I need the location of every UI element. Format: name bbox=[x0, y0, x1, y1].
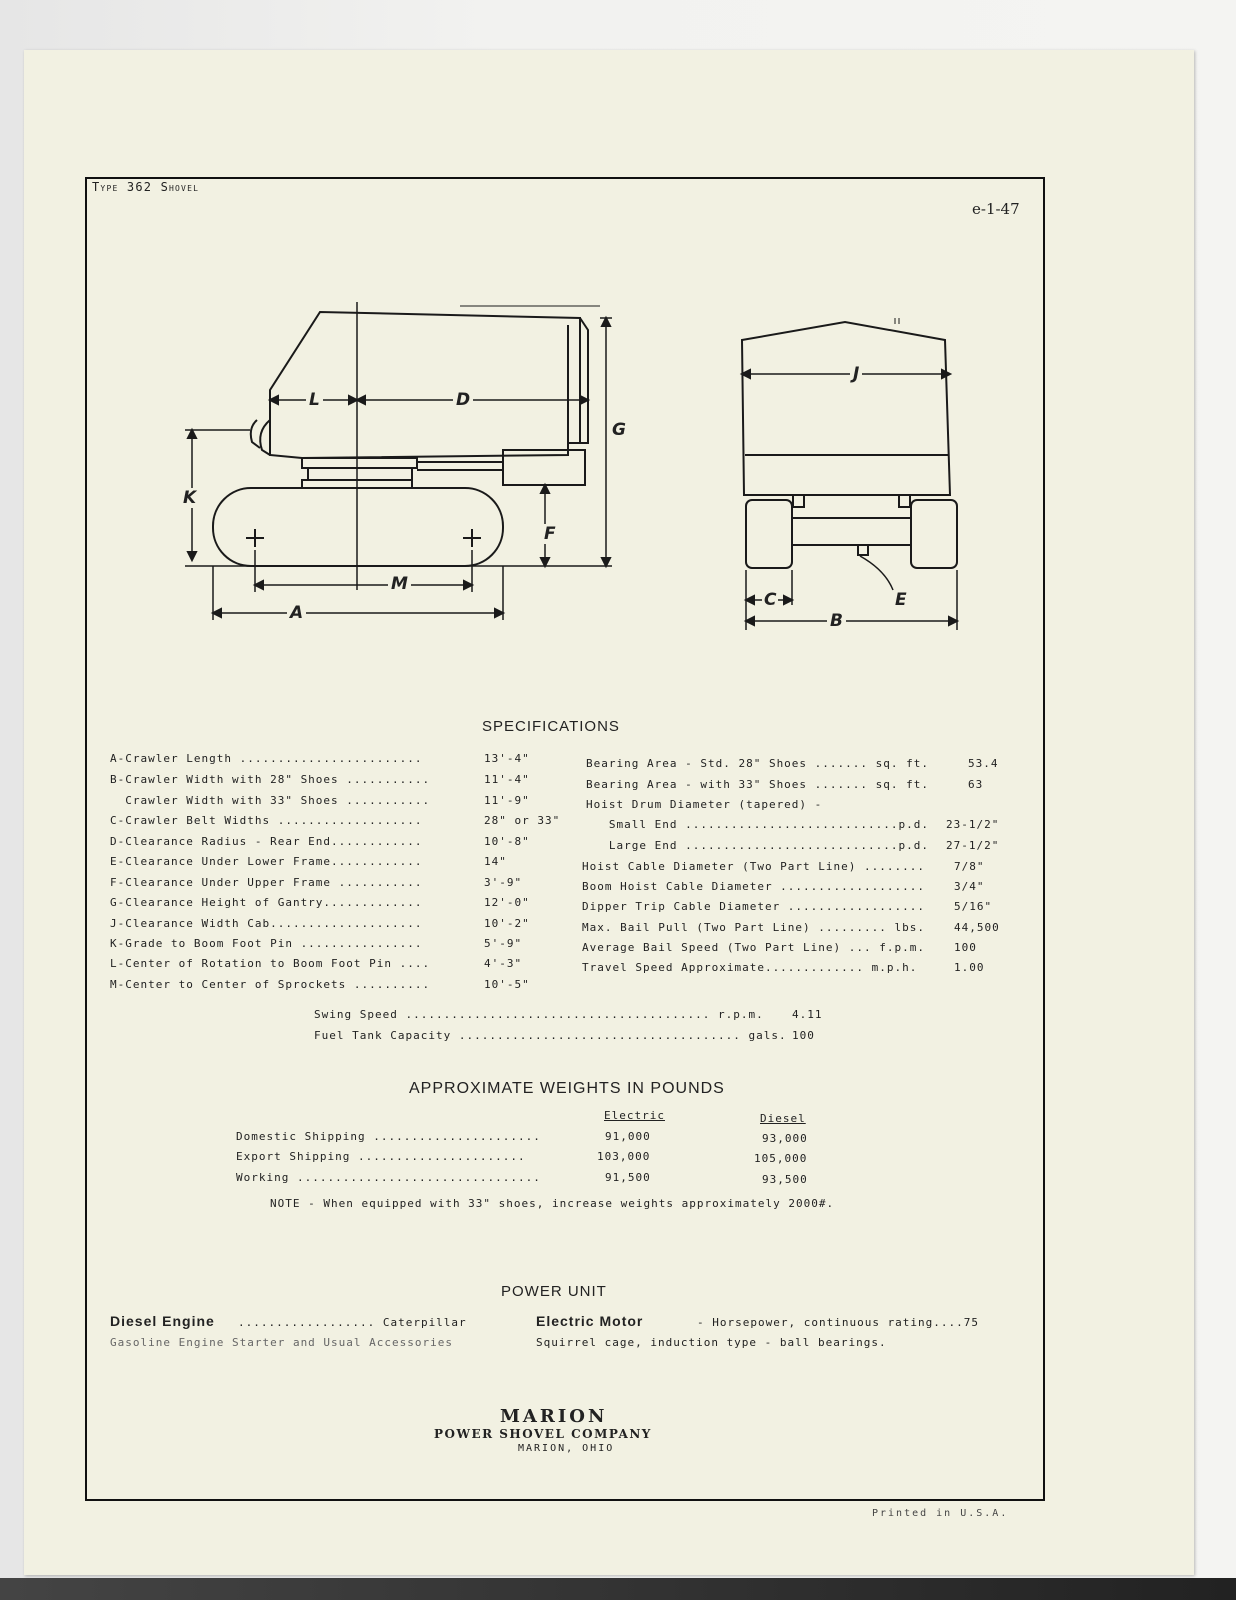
spec-row: Bearing Area - with 33" Shoes ....... sq. ft. bbox=[586, 778, 930, 791]
weight-diesel: 105,000 bbox=[754, 1152, 808, 1165]
swing-speed-value: 4.11 bbox=[792, 1008, 823, 1021]
company-subtitle: POWER SHOVEL COMPANY bbox=[434, 1427, 652, 1441]
weight-diesel: 93,000 bbox=[762, 1132, 808, 1145]
company-name: MARION bbox=[500, 1406, 608, 1427]
spec-value: 5/16" bbox=[954, 900, 993, 913]
spec-value: 100 bbox=[954, 941, 977, 954]
specifications-title: SPECIFICATIONS bbox=[482, 718, 620, 735]
spec-value: 44,500 bbox=[954, 921, 1000, 934]
dim-label-l: L bbox=[306, 390, 323, 410]
dim-label-f: F bbox=[544, 524, 556, 544]
spec-value: 1.00 bbox=[954, 961, 985, 974]
spec-row: Large End ............................p.d. bbox=[586, 839, 930, 852]
spec-row: B-Crawler Width with 28" Shoes ........... bbox=[110, 773, 431, 786]
spec-value: 3/4" bbox=[954, 880, 985, 893]
spec-value: 63 bbox=[968, 778, 984, 791]
spec-row: Boom Hoist Cable Diameter ................... bbox=[582, 880, 926, 893]
table-row: Working ................................ bbox=[236, 1171, 541, 1184]
dim-label-b: B bbox=[827, 611, 846, 631]
spec-row: F-Clearance Under Upper Frame ........... bbox=[110, 876, 423, 889]
turntable bbox=[302, 458, 417, 468]
spec-row: C-Crawler Belt Widths ................... bbox=[110, 814, 423, 827]
type-label: Type 362 Shovel bbox=[92, 180, 200, 194]
dim-label-m: M bbox=[388, 574, 411, 594]
col-diesel: Diesel bbox=[760, 1112, 806, 1125]
spec-row: L-Center of Rotation to Boom Foot Pin .... bbox=[110, 957, 431, 970]
weights-note: NOTE - When equipped with 33" shoes, increase weights approximately 2000#. bbox=[270, 1197, 835, 1210]
weight-electric: 103,000 bbox=[597, 1150, 651, 1163]
table-row: Domestic Shipping ...................... bbox=[236, 1130, 541, 1143]
track-right bbox=[911, 500, 957, 568]
fuel-tank-value: 100 bbox=[792, 1029, 815, 1042]
spec-row: Hoist Cable Diameter (Two Part Line) ........ bbox=[582, 860, 926, 873]
spec-value: 10'-2" bbox=[484, 917, 530, 930]
upper-frame-side bbox=[270, 312, 580, 458]
spec-row: K-Grade to Boom Foot Pin ................ bbox=[110, 937, 423, 950]
spec-value: 11'-9" bbox=[484, 794, 530, 807]
spec-row: Average Bail Speed (Two Part Line) ... f.p.m. bbox=[582, 941, 926, 954]
weight-diesel: 93,500 bbox=[762, 1173, 808, 1186]
weight-electric: 91,000 bbox=[605, 1130, 651, 1143]
weight-electric: 91,500 bbox=[605, 1171, 651, 1184]
spec-value: 10'-8" bbox=[484, 835, 530, 848]
spec-value: 11'-4" bbox=[484, 773, 530, 786]
dim-label-d: D bbox=[453, 390, 473, 410]
spec-row: Bearing Area - Std. 28" Shoes ....... sq. ft. bbox=[586, 757, 930, 770]
spec-row: Hoist Drum Diameter (tapered) - bbox=[586, 798, 823, 811]
spec-value: 23-1/2" bbox=[946, 818, 1000, 831]
spec-value: 7/8" bbox=[954, 860, 985, 873]
spec-value: 10'-5" bbox=[484, 978, 530, 991]
date-code: e-1-47 bbox=[972, 200, 1020, 218]
dim-label-e: E bbox=[895, 590, 907, 610]
spec-row: Small End ............................p.d. bbox=[586, 818, 930, 831]
diesel-engine-make: .................. Caterpillar bbox=[238, 1316, 467, 1329]
spec-row: G-Clearance Height of Gantry............. bbox=[110, 896, 423, 909]
spec-value: 3'-9" bbox=[484, 876, 523, 889]
spec-row: Max. Bail Pull (Two Part Line) ......... lbs. bbox=[582, 921, 926, 934]
spec-value: 53.4 bbox=[968, 757, 999, 770]
printed-in: Printed in U.S.A. bbox=[872, 1508, 1009, 1519]
track-left bbox=[746, 500, 792, 568]
electric-motor-type: Squirrel cage, induction type - ball bearings. bbox=[536, 1336, 887, 1349]
col-electric: Electric bbox=[604, 1109, 665, 1122]
spec-row: J-Clearance Width Cab.................... bbox=[110, 917, 423, 930]
power-unit-title: POWER UNIT bbox=[501, 1283, 607, 1300]
spec-row: M-Center to Center of Sprockets .......... bbox=[110, 978, 431, 991]
spec-row: Crawler Width with 33" Shoes ........... bbox=[110, 794, 431, 807]
diesel-engine-label: Diesel Engine bbox=[110, 1313, 215, 1329]
spec-value: 27-1/2" bbox=[946, 839, 1000, 852]
diesel-engine-accessories: Gasoline Engine Starter and Usual Accessories bbox=[110, 1336, 454, 1349]
dim-label-a: A bbox=[287, 603, 306, 623]
electric-motor-rating: - Horsepower, continuous rating....75 bbox=[697, 1316, 980, 1329]
dim-label-g: G bbox=[612, 420, 626, 440]
spec-value: 13'-4" bbox=[484, 752, 530, 765]
spec-row: A-Crawler Length ........................ bbox=[110, 752, 423, 765]
dim-label-c: C bbox=[764, 590, 777, 610]
electric-motor-label: Electric Motor bbox=[536, 1313, 644, 1329]
table-row: Export Shipping ...................... bbox=[236, 1150, 526, 1163]
spec-value: 12'-0" bbox=[484, 896, 530, 909]
dim-label-j: J bbox=[850, 364, 862, 384]
spec-row: E-Clearance Under Lower Frame............ bbox=[110, 855, 423, 868]
cab-front bbox=[742, 322, 950, 495]
swing-speed-label: Swing Speed ........................................ r.p.m. bbox=[314, 1008, 764, 1021]
company-location: MARION, OHIO bbox=[518, 1443, 615, 1454]
spec-value: 4'-3" bbox=[484, 957, 523, 970]
spec-row: Travel Speed Approximate............. m.p.h. bbox=[582, 961, 918, 974]
spec-value: 5'-9" bbox=[484, 937, 523, 950]
spec-row: D-Clearance Radius - Rear End............ bbox=[110, 835, 423, 848]
spec-value: 14" bbox=[484, 855, 507, 868]
weights-title: APPROXIMATE WEIGHTS IN POUNDS bbox=[409, 1080, 725, 1097]
spec-value: 28" or 33" bbox=[484, 814, 561, 827]
spec-row: Dipper Trip Cable Diameter .................. bbox=[582, 900, 926, 913]
fuel-tank-label: Fuel Tank Capacity ..................................... gals. bbox=[314, 1029, 787, 1042]
dim-label-k: K bbox=[183, 488, 197, 508]
crawler-side bbox=[213, 488, 503, 566]
